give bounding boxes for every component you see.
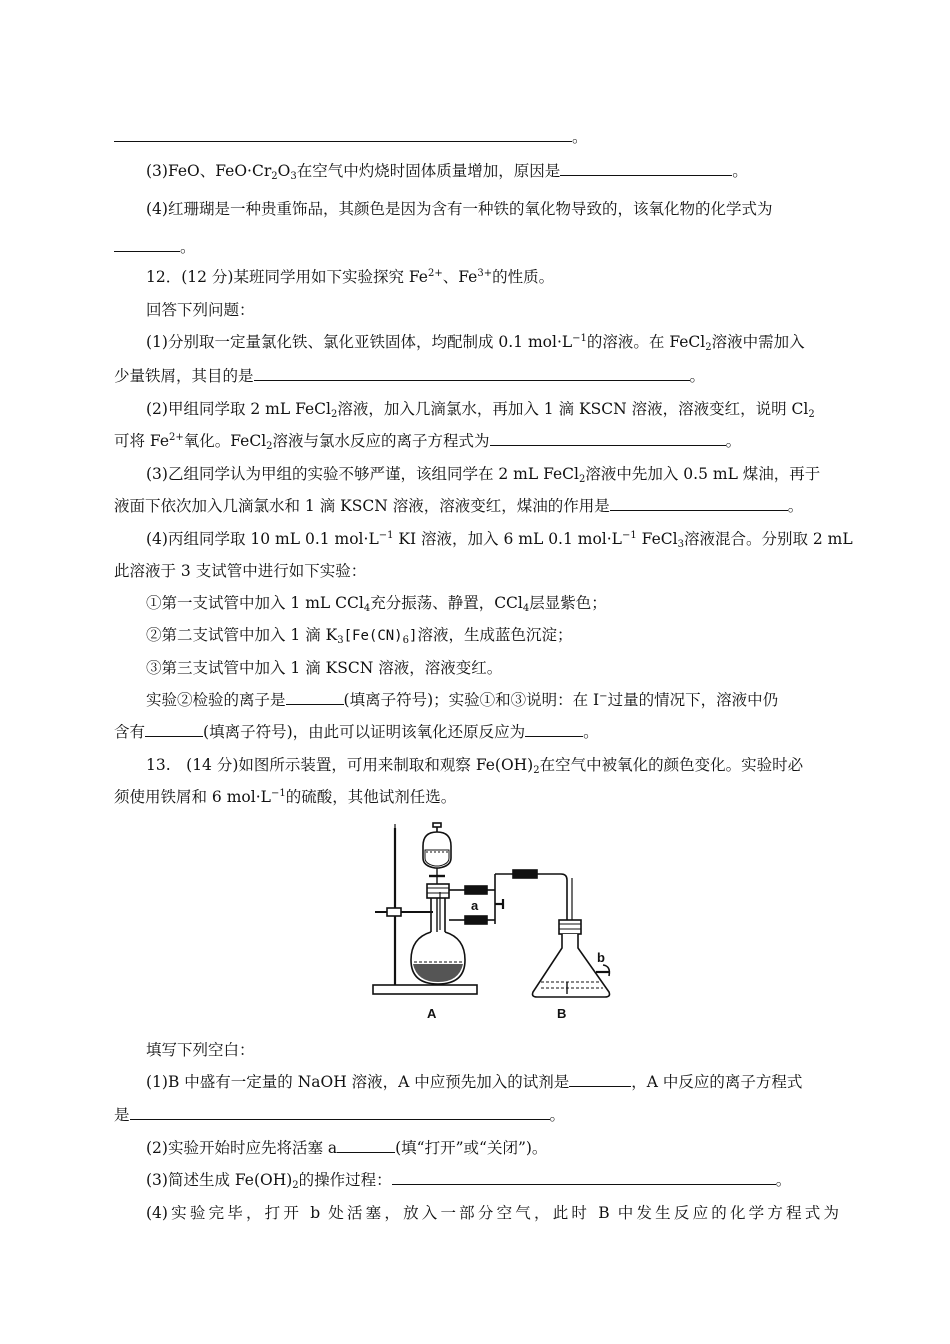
q13-title-line2: 须使用铁屑和 6 $mol\cdot L^{-1}$的硫酸，其他试剂任选。 xyxy=(114,788,457,806)
q12-part2-line2: 可将 $Fe^{2+}$氧化。FeCl$_2$溶液与氯水反应的离子方程式为 。 xyxy=(114,432,742,452)
answer-blank[interactable] xyxy=(114,236,180,252)
q12-experiment-2: ②第二支试管中加入 1 滴 $K_3[Fe(CN)_6]$溶液，生成蓝色沉淀； xyxy=(146,626,573,646)
q13-fill-prompt: 填写下列空白： xyxy=(146,1041,255,1059)
answer-blank[interactable] xyxy=(392,1169,776,1185)
q12-experiment-3: ③第三支试管中加入 1 滴 KSCN 溶液，溶液变红。 xyxy=(146,659,503,677)
q12-part3-line2: 液面下依次加入几滴氯水和 1 滴 KSCN 溶液，溶液变红，煤油的作用是 。 xyxy=(114,497,804,515)
q13-part1-line2: 是 。 xyxy=(114,1106,566,1124)
q13-part3: (3)简述生成 $Fe(OH)_2$的操作过程： 。 xyxy=(146,1171,792,1191)
q13-part4: (4)实验完毕，打开 b 处活塞，放入一部分空气，此时 B 中发生反应的化学方程式为 xyxy=(146,1204,839,1222)
apparatus-diagram xyxy=(365,822,625,1022)
rubber-stopper-a xyxy=(427,884,449,898)
q12-summary: 实验②检验的离子是 (填离子符号)；实验①和③说明：在 I−过量的情况下，溶液中仍 xyxy=(146,691,779,709)
answer-blank[interactable] xyxy=(130,1104,550,1120)
q11-part4: (4)红珊瑚是一种贵重饰品，其颜色是因为含有一种铁的氧化物导致的，该氧化物的化学式为 xyxy=(146,200,773,218)
label-valve-a: a xyxy=(471,898,479,913)
q13-part1: (1)B 中盛有一定量的 NaOH 溶液，A 中应预先加入的试剂是 ，A 中反应的离子方程式 xyxy=(146,1073,803,1091)
rubber-tube-lower xyxy=(465,916,487,924)
rubber-tube-upper xyxy=(465,886,487,894)
q12-prompt: 回答下列问题： xyxy=(146,301,255,319)
answer-blank[interactable] xyxy=(560,160,732,176)
answer-blank[interactable] xyxy=(490,430,726,446)
q12-title: 12．(12 分)某班同学用如下实验探究 $Fe^{2+}$、$Fe^{3+}$的性质。 xyxy=(146,268,555,286)
q12-summary-line2: 含有 (填离子符号)，由此可以证明该氧化还原反应为 。 xyxy=(114,723,599,741)
answer-blank[interactable] xyxy=(286,689,344,705)
q13-title: 13. (14 分)如图所示装置，可用来制取和观察 $Fe(OH)_2$在空气中被氧化的颜色变化。实验时必 xyxy=(146,756,804,776)
answer-blank[interactable] xyxy=(114,126,572,142)
label-valve-b: b xyxy=(597,950,605,965)
q11-part4-line2: 。 xyxy=(114,236,839,258)
q11-tail-line: 。 xyxy=(114,126,839,148)
stand-base xyxy=(373,985,477,994)
answer-blank[interactable] xyxy=(145,721,203,737)
q12-part2: (2)甲组同学取 2 mL FeCl$_2$溶液，加入几滴氯水，再加入 1 滴 KSCN 溶液，溶液变红，说明 $Cl_2$ xyxy=(146,400,815,420)
rubber-stopper-b xyxy=(559,920,581,934)
q12-experiment-1: ①第一支试管中加入 1 mL CCl$_4$充分振荡、静置，CCl$_4$层显紫色； xyxy=(146,594,607,614)
answer-blank[interactable] xyxy=(610,495,788,511)
rubber-tube-connector xyxy=(513,870,537,878)
answer-blank[interactable] xyxy=(525,721,583,737)
q12-part3: (3)乙组同学认为甲组的实验不够严谨，该组同学在 2 mL FeCl$_2$溶液中先加入 0.5 mL 煤油，再于 xyxy=(146,465,821,485)
q12-part1: (1)分别取一定量氯化铁、氯化亚铁固体，均配制成 0.1 $mol\cdot L^{-1}$的溶液。在 FeCl$_2$溶液中需加入 xyxy=(146,333,805,353)
q12-part4: (4)丙组同学取 10 mL 0.1 $mol\cdot L^{-1}$ KI 溶液，加入 6 mL 0.1 $mol\cdot L^{-1}$ FeCl$_3$溶液混合。分别取 2 mL xyxy=(146,530,853,550)
answer-blank[interactable] xyxy=(569,1071,631,1087)
q13-part2: (2)实验开始时应先将活塞 a (填“打开”或“关闭”)。 xyxy=(146,1139,548,1157)
label-a: A xyxy=(427,1006,437,1021)
q11-part3: (3)FeO、$FeO\cdot Cr_2O_3$在空气中灼烧时固体质量增加，原因是 。 xyxy=(146,162,748,182)
q12-part4-line2: 此溶液于 3 支试管中进行如下实验： xyxy=(114,562,367,580)
answer-blank[interactable] xyxy=(254,365,690,381)
label-b: B xyxy=(557,1006,567,1021)
answer-blank[interactable] xyxy=(337,1137,395,1153)
q12-part1-line2: 少量铁屑，其目的是 。 xyxy=(114,367,706,385)
